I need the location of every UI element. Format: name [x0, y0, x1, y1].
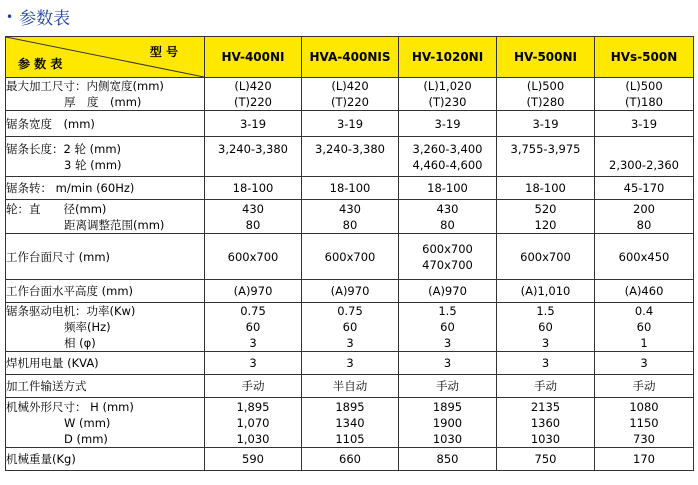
header-corner-cell: [6, 37, 205, 78]
value-cell: [399, 234, 497, 280]
param-label: 锯条转： m/min (60Hz): [6, 181, 135, 195]
value-cell: [399, 448, 497, 471]
param-label-cell: [6, 111, 205, 137]
value-text: 60: [245, 320, 261, 334]
page-title-text: 参数表: [19, 9, 71, 29]
value-text: (L)420: [234, 79, 272, 93]
param-label-cell: [6, 78, 205, 111]
value-text: 1895: [432, 399, 463, 414]
value-text: 590: [242, 452, 264, 466]
value-cell: [399, 78, 497, 111]
value-text: 3,260-3,400: [412, 141, 483, 156]
value-cell: [302, 111, 399, 137]
value-cell: [302, 177, 399, 200]
param-label-cell: [6, 137, 205, 177]
value-text: 1.5: [536, 304, 555, 318]
header-row: [6, 37, 694, 78]
value-text: 200: [633, 201, 655, 216]
value-cell: [302, 280, 399, 303]
value-text: (L)1,020: [423, 79, 472, 93]
value-cell: [399, 137, 497, 177]
value-text: 0.75: [240, 304, 266, 318]
table-row: [6, 375, 694, 398]
value-text: 1030: [530, 431, 561, 446]
value-cell: [595, 398, 694, 448]
value-text: (A)970: [330, 284, 370, 298]
value-text: 1: [640, 336, 648, 350]
value-text: 1360: [530, 415, 561, 430]
table-row: [6, 177, 694, 200]
param-label: 工作台面水平高度 (mm): [6, 284, 134, 298]
value-text: 60: [342, 320, 358, 334]
value-cell: [205, 280, 302, 303]
table-row: [6, 111, 694, 137]
value-text: 18-100: [329, 181, 371, 195]
value-text: 120: [534, 217, 557, 232]
value-text: 3-19: [434, 116, 461, 131]
value-cell: [302, 448, 399, 471]
value-cell: [205, 352, 302, 375]
value-text: 手动: [436, 379, 459, 393]
value-text: 1.5: [438, 304, 457, 318]
table-row: [6, 280, 694, 303]
value-text: 18-100: [232, 181, 274, 195]
value-text: 0.75: [337, 304, 363, 318]
value-cell: [595, 78, 694, 111]
value-cell: [302, 234, 399, 280]
value-cell: [497, 375, 595, 398]
value-text: 手动: [632, 379, 656, 393]
value-cell: [399, 352, 497, 375]
value-text: 750: [534, 452, 557, 466]
value-cell: [205, 234, 302, 280]
value-text: 660: [339, 452, 361, 466]
value-text: 3: [443, 336, 452, 350]
value-text: 80: [245, 217, 261, 232]
param-label: 加工件输送方式: [6, 379, 87, 393]
value-text: 80: [636, 217, 652, 232]
value-cell: [595, 234, 694, 280]
param-label: 频率(Hz): [64, 320, 111, 334]
value-text: 80: [440, 217, 455, 232]
value-cell: [595, 448, 694, 471]
value-text: 手动: [241, 379, 265, 393]
value-cell: [595, 137, 694, 177]
value-cell: [595, 375, 694, 398]
value-text: (L)500: [625, 79, 663, 93]
model-header: HV-400NI: [205, 37, 302, 78]
value-text: 2135: [530, 399, 561, 414]
page-title: [6, 4, 70, 29]
value-cell: [595, 303, 694, 352]
value-text: 手动: [534, 379, 557, 393]
value-cell: [302, 303, 399, 352]
table-row: [6, 303, 694, 352]
value-cell: [497, 398, 595, 448]
spec-table-body: [6, 78, 694, 471]
value-cell: [497, 137, 595, 177]
param-label-cell: [6, 280, 205, 303]
value-text: 18-100: [427, 181, 468, 195]
value-cell: [205, 303, 302, 352]
value-text: 730: [633, 431, 655, 446]
value-text: 430: [242, 201, 264, 216]
value-cell: [497, 78, 595, 111]
value-text: 1,030: [236, 431, 270, 446]
value-cell: [595, 177, 694, 200]
param-label: D (mm): [64, 431, 108, 446]
value-cell: [497, 200, 595, 234]
value-text: 4,460-4,600: [412, 157, 483, 172]
param-label: 轮：直 径(mm): [6, 201, 107, 216]
value-text: (A)970: [428, 284, 467, 298]
value-text: 600x700: [520, 249, 571, 264]
value-text: 1030: [432, 431, 463, 446]
param-label: 工作台面尺寸 (mm): [6, 249, 111, 264]
param-label-cell: [6, 398, 205, 448]
value-cell: [205, 137, 302, 177]
value-text: 3: [541, 336, 550, 350]
param-label: 最大加工尺寸：内侧宽度(mm): [6, 79, 164, 93]
value-text: 1900: [432, 415, 463, 430]
value-cell: [595, 111, 694, 137]
value-text: [595, 141, 693, 157]
value-text: 1895: [335, 399, 365, 414]
value-text: 600x700: [324, 249, 376, 264]
spec-table: [5, 36, 694, 471]
value-text: 45-170: [623, 181, 665, 195]
param-label-cell: [6, 375, 205, 398]
value-cell: [595, 352, 694, 375]
value-text: (A)1,010: [520, 284, 571, 298]
value-text: 430: [436, 201, 459, 216]
value-text: 1150: [629, 415, 659, 430]
value-cell: [205, 398, 302, 448]
param-label-cell: [6, 303, 205, 352]
value-text: 600x700: [422, 241, 473, 256]
value-text: [497, 157, 594, 173]
value-text: (T)230: [428, 95, 467, 109]
table-row: [6, 352, 694, 375]
param-label: 锯条驱动电机：功率(Kw): [6, 304, 136, 318]
value-text: 60: [538, 320, 553, 334]
param-label: W (mm): [64, 415, 111, 430]
value-cell: [205, 375, 302, 398]
value-text: 60: [440, 320, 455, 334]
value-cell: [595, 280, 694, 303]
value-text: 600x700: [227, 249, 279, 264]
value-cell: [205, 177, 302, 200]
value-text: 470x700: [422, 257, 473, 272]
value-cell: [497, 280, 595, 303]
value-text: [205, 157, 301, 173]
param-header-label: 参 数 表: [18, 57, 63, 71]
param-label: 机械重量(Kg): [6, 452, 76, 466]
table-row: [6, 137, 694, 177]
table-row: [6, 398, 694, 448]
value-text: 1,895: [236, 399, 270, 414]
value-text: (A)970: [233, 284, 273, 298]
param-label-cell: [6, 234, 205, 280]
table-row: [6, 234, 694, 280]
value-text: 3: [541, 356, 550, 370]
value-text: 430: [339, 201, 361, 216]
value-text: 1105: [335, 431, 365, 446]
value-cell: [302, 137, 399, 177]
value-text: (L)420: [331, 79, 369, 93]
value-cell: [399, 280, 497, 303]
value-cell: [205, 448, 302, 471]
value-text: (L)500: [526, 79, 565, 93]
value-text: 170: [633, 452, 655, 466]
value-text: 3: [443, 356, 452, 370]
param-label: 机械外形尺寸： H (mm): [6, 399, 134, 414]
value-cell: [205, 78, 302, 111]
value-cell: [399, 177, 497, 200]
value-text: 3-19: [630, 116, 658, 131]
value-text: [302, 157, 398, 173]
value-text: (T)220: [234, 95, 272, 109]
value-text: 3-19: [532, 116, 559, 131]
value-text: 3,755-3,975: [510, 141, 581, 156]
model-header: HV-500NI: [497, 37, 595, 78]
param-label: 锯条宽度 (mm): [6, 116, 95, 131]
value-text: 3-19: [336, 116, 364, 131]
value-cell: [302, 200, 399, 234]
value-cell: [497, 234, 595, 280]
value-text: 1340: [335, 415, 365, 430]
value-cell: [399, 375, 497, 398]
value-cell: [399, 398, 497, 448]
param-label: 距离调整范围(mm): [64, 217, 165, 232]
value-text: 0.4: [634, 304, 654, 318]
model-header: HVA-400NIS: [302, 37, 399, 78]
value-text: 1080: [629, 399, 659, 414]
value-text: (T)180: [625, 95, 663, 109]
value-cell: [302, 375, 399, 398]
param-label-cell: [6, 177, 205, 200]
value-cell: [399, 200, 497, 234]
value-text: (A)460: [624, 284, 664, 298]
param-label: 3 轮 (mm): [64, 157, 122, 172]
param-label: 锯条长度：2 轮 (mm): [6, 141, 122, 156]
param-label-cell: [6, 200, 205, 234]
value-cell: [595, 200, 694, 234]
model-header: HVs-500N: [595, 37, 694, 78]
value-cell: [302, 398, 399, 448]
value-cell: [497, 177, 595, 200]
value-text: 2,300-2,360: [609, 157, 679, 172]
value-cell: [205, 200, 302, 234]
value-cell: [399, 303, 497, 352]
bullet-icon: •: [6, 10, 14, 24]
value-cell: [497, 352, 595, 375]
value-cell: [302, 78, 399, 111]
value-text: 3: [249, 356, 257, 370]
value-text: 3: [346, 356, 354, 370]
table-row: [6, 448, 694, 471]
value-text: (T)280: [526, 95, 565, 109]
table-row: [6, 78, 694, 111]
value-text: 3: [640, 356, 648, 370]
value-cell: [497, 111, 595, 137]
value-text: 1,070: [236, 415, 270, 430]
value-text: 520: [534, 201, 557, 216]
value-cell: [399, 111, 497, 137]
value-text: 60: [636, 320, 652, 334]
param-label: 相 (φ): [64, 336, 96, 350]
param-label: 厚 度 (mm): [64, 95, 142, 109]
model-header: HV-1020NI: [399, 37, 497, 78]
value-text: 3: [346, 336, 354, 350]
param-label-cell: [6, 448, 205, 471]
value-text: 80: [342, 217, 358, 232]
value-cell: [497, 448, 595, 471]
value-text: 3-19: [239, 116, 267, 131]
value-text: 3: [249, 336, 257, 350]
value-text: 850: [436, 452, 459, 466]
value-text: 半自动: [332, 379, 368, 393]
value-cell: [205, 111, 302, 137]
value-text: 18-100: [525, 181, 566, 195]
table-row: [6, 200, 694, 234]
value-text: 600x450: [618, 249, 670, 264]
model-header-label: 型 号: [149, 45, 178, 59]
value-text: (T)220: [331, 95, 369, 109]
value-text: 3,240-3,380: [218, 141, 288, 156]
param-label-cell: [6, 352, 205, 375]
value-cell: [302, 352, 399, 375]
value-cell: [497, 303, 595, 352]
value-text: 3,240-3,380: [315, 141, 385, 156]
param-label: 焊机用电量 (KVA): [6, 356, 99, 370]
